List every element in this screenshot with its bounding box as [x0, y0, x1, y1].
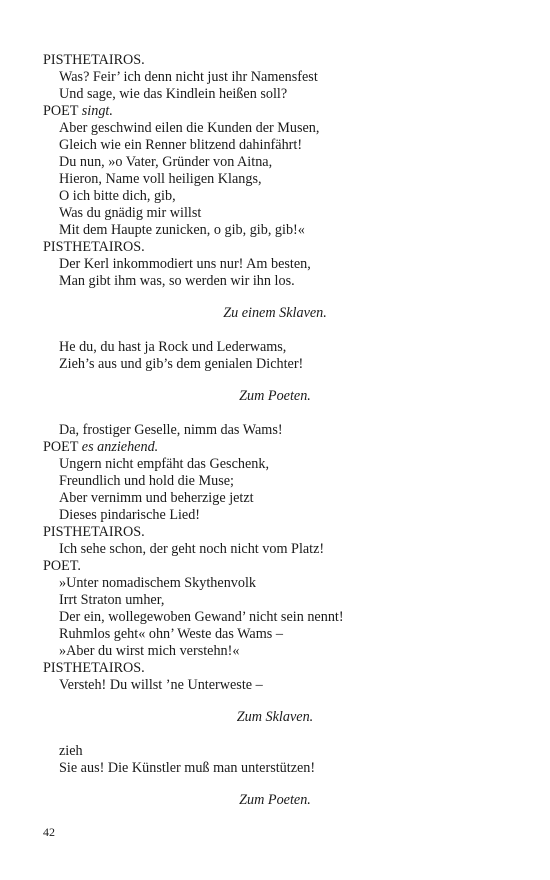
line-text: Aber vernimm und beherzige jetzt: [59, 490, 254, 506]
line-text: Sie aus! Die Künstler muß man unterstützen!: [59, 760, 316, 776]
speaker-line: [43, 524, 145, 541]
line-text: Zum Poeten.: [239, 792, 311, 808]
line-text: Aber geschwind eilen die Kunden der Musen,: [59, 120, 320, 136]
verse-line: [59, 575, 256, 592]
verse-line: [59, 188, 176, 205]
verse-line: [59, 592, 164, 609]
speaker-name: POET: [43, 103, 79, 119]
speaker-name: PISTHETAIROS.: [43, 239, 145, 255]
page-number: 42: [43, 825, 55, 839]
verse-line: [59, 456, 269, 473]
line-text: O ich bitte dich, gib,: [59, 188, 176, 204]
line-text: Du nun, »o Vater, Gründer von Aitna,: [59, 154, 273, 170]
speaker-line: [43, 239, 145, 256]
line-text: Zum Poeten.: [239, 388, 311, 404]
verse-line: [59, 422, 283, 439]
verse-line: [59, 137, 302, 154]
line-text: Zu einem Sklaven.: [223, 305, 327, 321]
line-text: Der ein, wollegewoben Gewand’ nicht sein nennt!: [59, 609, 344, 625]
line-text: Und sage, wie das Kindlein heißen soll?: [59, 86, 288, 102]
verse-line: [59, 643, 239, 660]
verse-line: [59, 541, 324, 558]
line-text: Was? Feir’ ich denn nicht just ihr Namensfest: [59, 69, 318, 85]
verse-line: [59, 222, 305, 239]
line-text: »Aber du wirst mich verstehn!«: [59, 643, 240, 659]
stage-direction: [0, 388, 550, 405]
line-text: Ungern nicht empfäht das Geschenk,: [59, 456, 269, 472]
line-text: Freundlich und hold die Muse;: [59, 473, 234, 489]
verse-line: [59, 743, 83, 760]
line-text: Gleich wie ein Renner blitzend dahinfährt!: [59, 137, 303, 153]
stage-direction: [0, 709, 550, 726]
speaker-name: POET.: [43, 558, 81, 574]
verse-line: [59, 171, 262, 188]
verse-line: [59, 273, 295, 290]
verse-line: [59, 69, 318, 86]
verse-line: [59, 677, 263, 694]
verse-line: [59, 473, 234, 490]
line-text: Dieses pindarische Lied!: [59, 507, 201, 523]
verse-line: [59, 760, 315, 777]
line-text: Was du gnädig mir willst: [59, 205, 202, 221]
verse-line: [59, 356, 303, 373]
line-text: Mit dem Haupte zunicken, o gib, gib, gib!«: [59, 222, 305, 238]
line-text: Ruhmlos geht« ohn’ Weste das Wams –: [59, 626, 283, 642]
stage-direction: [0, 792, 550, 809]
line-text: Der Kerl inkommodiert uns nur! Am besten,: [59, 256, 311, 272]
stage-direction: [0, 305, 550, 322]
verse-line: [59, 120, 319, 137]
speaker-name: PISTHETAIROS.: [43, 524, 145, 540]
verse-line: [59, 154, 272, 171]
line-text: Da, frostiger Geselle, nimm das Wams!: [59, 422, 283, 438]
verse-line: [59, 205, 201, 222]
line-text: zieh: [59, 743, 83, 759]
speaker-line: [43, 439, 158, 456]
line-text: Zum Sklaven.: [236, 709, 314, 725]
line-text: Man gibt ihm was, so werden wir ihn los.: [59, 273, 295, 289]
verse-line: [59, 490, 254, 507]
speaker-line: [43, 52, 145, 69]
line-text: »Unter nomadischem Skythenvolk: [59, 575, 257, 591]
line-text: Irrt Straton umher,: [59, 592, 165, 608]
speaker-line: [43, 558, 81, 575]
line-text: Ich sehe schon, der geht noch nicht vom Platz!: [59, 541, 325, 557]
verse-line: [59, 609, 344, 626]
speaker-line: [43, 103, 113, 120]
line-text: He du, du hast ja Rock und Lederwams,: [59, 339, 287, 355]
verse-line: [59, 339, 286, 356]
line-text: Hieron, Name voll heiligen Klangs,: [59, 171, 262, 187]
verse-line: [59, 626, 283, 643]
speaker-name: PISTHETAIROS.: [43, 52, 145, 68]
verse-line: [59, 507, 200, 524]
line-text: Zieh’s aus und gib’s dem genialen Dichter!: [59, 356, 304, 372]
speaker-line: [43, 660, 145, 677]
speaker-name: POET: [43, 439, 79, 455]
line-text: Versteh! Du willst ’ne Unterweste –: [59, 677, 263, 693]
verse-line: [59, 256, 311, 273]
stage-note: singt.: [81, 103, 113, 119]
speaker-name: PISTHETAIROS.: [43, 660, 145, 676]
stage-note: es anziehend.: [81, 439, 159, 455]
verse-line: [59, 86, 287, 103]
